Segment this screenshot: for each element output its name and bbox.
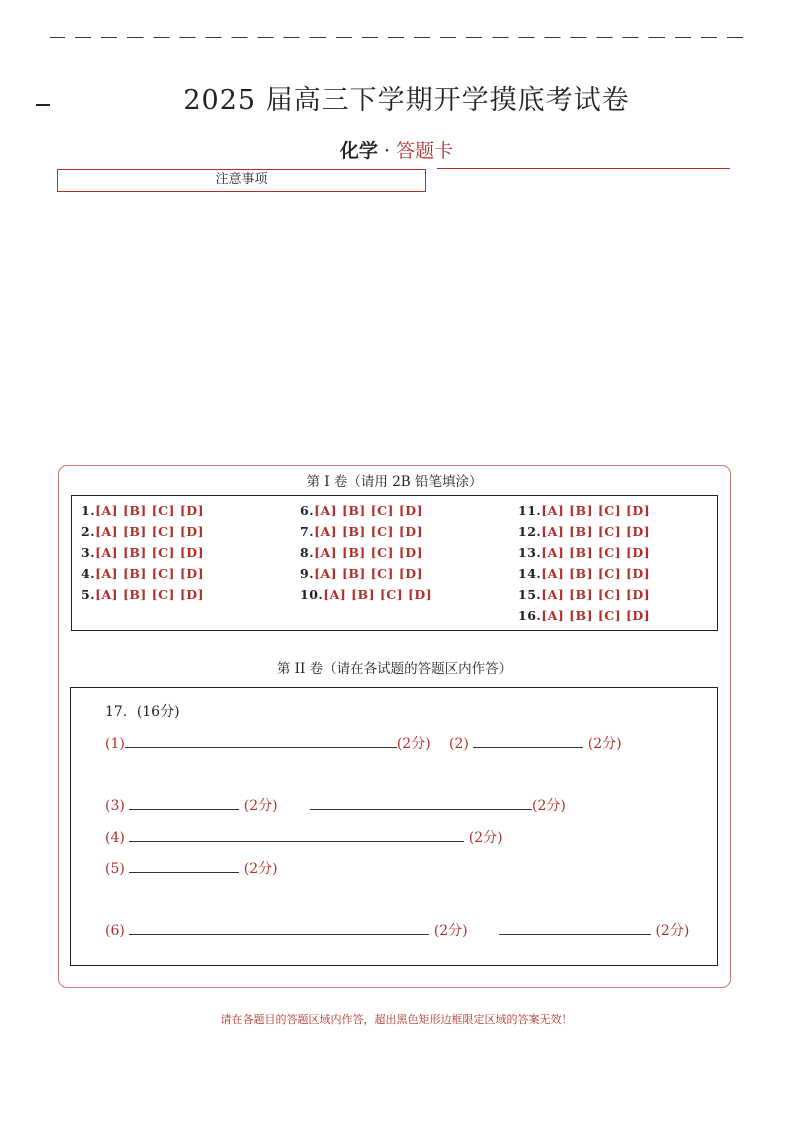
- q17-part3-blank-a[interactable]: [129, 795, 239, 810]
- q17-part6-second: [499, 920, 689, 940]
- question17-header: 17．(16分): [105, 704, 180, 720]
- mc-question-number: 9.: [300, 566, 315, 581]
- mc-question-number: 2.: [81, 524, 96, 539]
- q17-part1-points: (2分): [396, 736, 431, 752]
- mc-question-number: 15.: [518, 587, 542, 602]
- q17-part4-label: (4): [105, 830, 125, 846]
- mc-options[interactable]: [A] [B] [C] [D]: [95, 566, 204, 581]
- mc-question[interactable]: [518, 587, 650, 602]
- mc-question-number: 5.: [81, 587, 96, 602]
- mc-question[interactable]: [81, 524, 204, 539]
- mc-question-number: 1.: [81, 503, 96, 518]
- q17-part4-points: (2分): [468, 830, 503, 846]
- mc-options[interactable]: [A] [B] [C] [D]: [541, 608, 651, 623]
- section2-title: 第 II 卷（请在各试题的答题区内作答）: [276, 661, 513, 677]
- q17-part3-second: [310, 795, 566, 815]
- q17-part6: [105, 920, 468, 940]
- mc-question[interactable]: [81, 545, 204, 560]
- mc-options[interactable]: [A] [B] [C] [D]: [323, 587, 433, 602]
- mc-question-number: 4.: [81, 566, 96, 581]
- mc-options[interactable]: [A] [B] [C] [D]: [314, 566, 423, 581]
- mc-question[interactable]: [300, 503, 423, 518]
- q17-part5: [105, 858, 278, 878]
- mc-question-number: 14.: [518, 566, 542, 581]
- mc-options[interactable]: [A] [B] [C] [D]: [541, 566, 651, 581]
- mc-question[interactable]: [300, 566, 423, 581]
- q17-part6-points-a: (2分): [433, 923, 468, 939]
- mc-options[interactable]: [A] [B] [C] [D]: [314, 524, 423, 539]
- mc-question-number: 12.: [518, 524, 542, 539]
- q17-part1-blank[interactable]: [125, 733, 397, 748]
- subject-name: 化学: [339, 140, 378, 162]
- mc-question[interactable]: [518, 503, 650, 518]
- mc-question-number: 7.: [300, 524, 315, 539]
- answer-card-subtitle: [0, 136, 793, 163]
- q17-part1: [105, 733, 431, 753]
- top-cut-line: [50, 37, 745, 38]
- q17-part6-label: (6): [105, 923, 125, 939]
- q17-part5-label: (5): [105, 861, 125, 877]
- mc-options[interactable]: [A] [B] [C] [D]: [541, 545, 651, 560]
- mc-options[interactable]: [A] [B] [C] [D]: [541, 524, 651, 539]
- subtitle-rule: [437, 168, 730, 169]
- mc-question[interactable]: [518, 524, 650, 539]
- mc-options[interactable]: [A] [B] [C] [D]: [314, 545, 423, 560]
- mc-question[interactable]: [300, 545, 423, 560]
- section1-title: 第 I 卷（请用 2B 铅笔填涂）: [306, 474, 483, 490]
- q17-part5-blank[interactable]: [129, 858, 239, 873]
- mc-question-number: 8.: [300, 545, 315, 560]
- q17-part3-points-a: (2分): [243, 798, 278, 814]
- q17-part6-points-b: (2分): [655, 923, 690, 939]
- mc-question[interactable]: [518, 566, 650, 581]
- q17-part4-blank[interactable]: [129, 827, 464, 842]
- q17-part5-points: (2分): [243, 861, 278, 877]
- mc-question[interactable]: [81, 587, 204, 602]
- mc-question-number: 10.: [300, 587, 324, 602]
- mc-question-number: 3.: [81, 545, 96, 560]
- q17-part6-blank-a[interactable]: [129, 920, 429, 935]
- notice-label: 注意事项: [215, 172, 268, 187]
- q17-part3-points-b: (2分): [532, 798, 566, 814]
- q17-part2-blank[interactable]: [473, 733, 583, 748]
- mc-options[interactable]: [A] [B] [C] [D]: [95, 545, 204, 560]
- q17-part2: [449, 733, 622, 753]
- answer-card-label: 答题卡: [396, 140, 454, 162]
- mc-question-number: 6.: [300, 503, 315, 518]
- mc-question-number: 16.: [518, 608, 542, 623]
- exam-title: 2025 届高三下学期开学摸底考试卷: [183, 85, 630, 116]
- mc-options[interactable]: [A] [B] [C] [D]: [314, 503, 423, 518]
- mc-question[interactable]: [518, 545, 650, 560]
- mc-question[interactable]: [300, 587, 432, 602]
- footer-warning: 请在各题目的答题区域内作答，超出黑色矩形边框限定区域的答案无效！: [220, 1013, 573, 1026]
- mc-question-number: 13.: [518, 545, 542, 560]
- q17-part4: [105, 827, 503, 847]
- q17-part3-blank-b[interactable]: [310, 795, 532, 810]
- mc-question-number: 11.: [518, 503, 542, 518]
- q17-part6-blank-b[interactable]: [499, 920, 651, 935]
- mc-question[interactable]: [81, 566, 204, 581]
- mc-options[interactable]: [A] [B] [C] [D]: [95, 587, 204, 602]
- q17-part2-points: (2分): [587, 736, 622, 752]
- mc-options[interactable]: [A] [B] [C] [D]: [541, 587, 651, 602]
- q17-part3: [105, 795, 278, 815]
- mc-question[interactable]: [81, 503, 204, 518]
- q17-part1-label: (1): [105, 736, 125, 752]
- mc-options[interactable]: [A] [B] [C] [D]: [95, 503, 204, 518]
- subtitle-separator: ·: [383, 140, 391, 162]
- notice-box: [57, 169, 426, 192]
- q17-part2-label: (2): [449, 736, 469, 752]
- mc-question[interactable]: [518, 608, 650, 623]
- q17-part3-label: (3): [105, 798, 125, 814]
- mc-options[interactable]: [A] [B] [C] [D]: [95, 524, 204, 539]
- mc-options[interactable]: [A] [B] [C] [D]: [541, 503, 651, 518]
- mc-question[interactable]: [300, 524, 423, 539]
